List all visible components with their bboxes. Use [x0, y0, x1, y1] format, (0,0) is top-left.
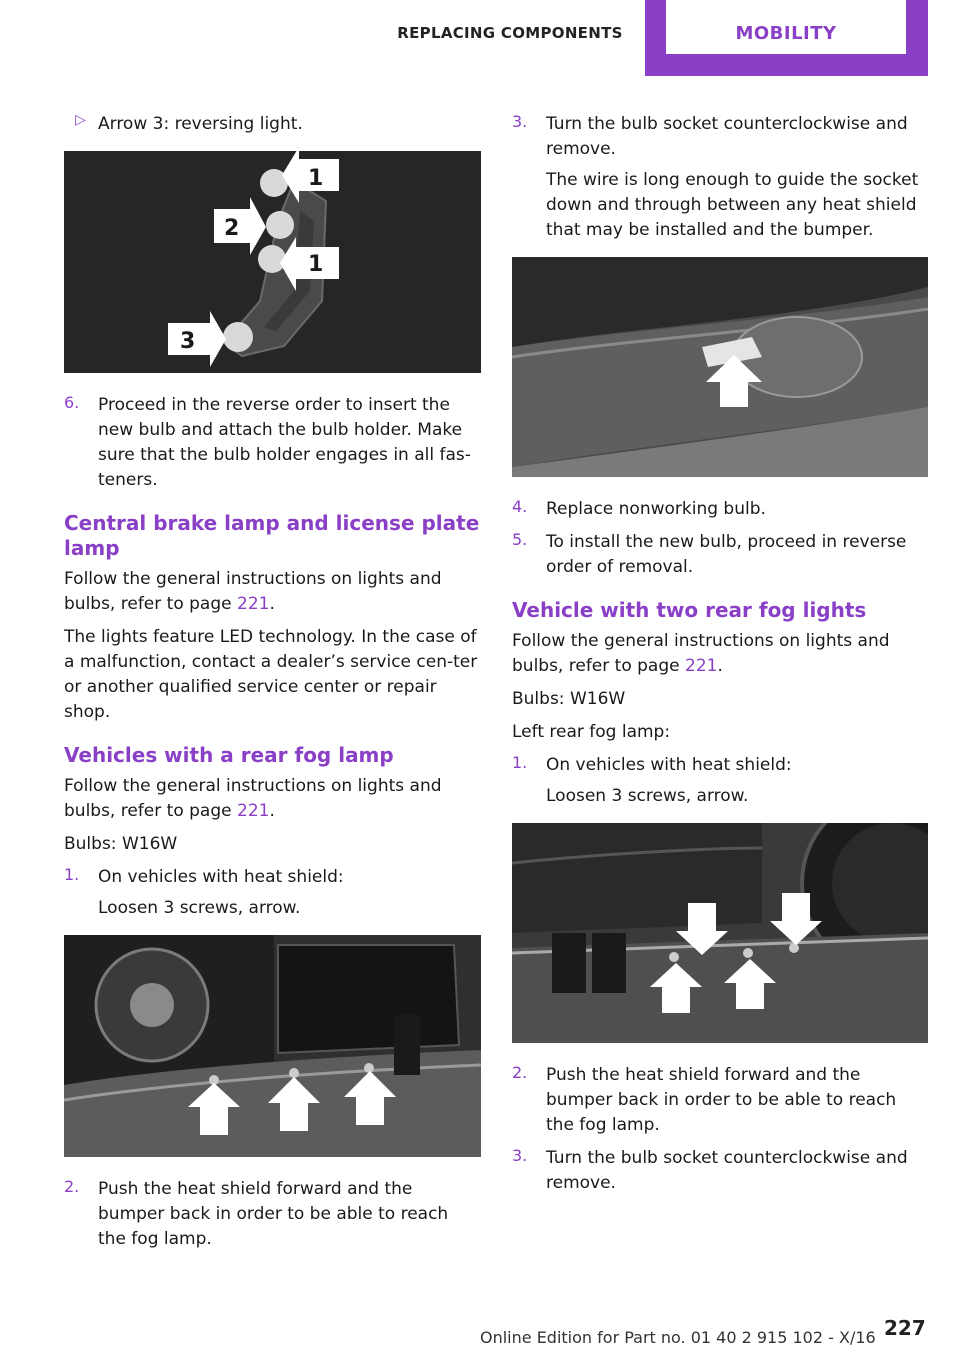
step-number: 2. — [512, 1063, 528, 1082]
right-column — [512, 112, 929, 1204]
step-number: 1. — [512, 753, 528, 772]
left-rear-fog-lamp-label: Left rear fog lamp: — [512, 722, 671, 742]
two-fog-heat-shield-illustration — [512, 823, 928, 1043]
figure-label-1-bottom: 1 — [308, 252, 324, 277]
paragraph-led-technology: The lights feature LED technology. In the case of a malfunction, contact a dealer’s service cen‐ter or another qualified service center or repair shop. — [64, 627, 478, 722]
paragraph-general-instructions — [64, 774, 481, 824]
page-link[interactable]: 221 — [237, 801, 270, 821]
step-3 — [512, 1146, 929, 1196]
figure-bulb-socket — [512, 257, 928, 477]
paragraph-general-instructions — [512, 629, 929, 679]
figure-label-3: 3 — [180, 329, 196, 354]
figure-label-1-top: 1 — [308, 166, 324, 191]
arrow-item-text: Arrow 3: reversing light. — [98, 114, 303, 134]
bulbs-spec: Bulbs: W16W — [64, 834, 178, 854]
triangle-bullet-icon: ▷ — [75, 112, 86, 128]
step-4 — [512, 497, 929, 522]
paragraph-general-instructions — [64, 567, 481, 617]
step-2 — [512, 1063, 929, 1138]
step-number: 5. — [512, 530, 528, 549]
step-6 — [64, 393, 481, 493]
step-text: On vehicles with heat shield: — [546, 755, 792, 775]
step-number: 2. — [64, 1177, 80, 1196]
step-number: 3. — [512, 112, 528, 131]
step-3 — [512, 112, 929, 243]
bulb-holder-illustration — [64, 151, 481, 373]
step-2 — [64, 1177, 481, 1252]
paragraph-text: Follow the general instructions on lights and bulbs, refer to page — [64, 776, 442, 821]
paragraph-text-end: . — [269, 801, 275, 821]
step-number: 4. — [512, 497, 528, 516]
bulb-socket-illustration — [512, 257, 928, 477]
step-text: To install the new bulb, proceed in reverse order of removal. — [546, 532, 907, 577]
paragraph-text: Follow the general instructions on lights and bulbs, refer to page — [64, 569, 442, 614]
online-edition-footer: Online Edition for Part no. 01 40 2 915 102 - X/16 — [480, 1328, 876, 1347]
paragraph-text: Follow the general instructions on lights and bulbs, refer to page — [512, 631, 890, 676]
section-title: REPLACING COMPONENTS — [397, 24, 623, 42]
paragraph-text-end: . — [717, 656, 723, 676]
step-number: 3. — [512, 1146, 528, 1165]
chapter-tab[interactable]: MOBILITY — [666, 0, 906, 54]
paragraph-text-end: . — [269, 594, 275, 614]
step-subtext: Loosen 3 screws, arrow. — [546, 786, 749, 806]
step-number: 6. — [64, 393, 80, 412]
page-link[interactable]: 221 — [685, 656, 718, 676]
step-text: Push the heat shield forward and the bumper back in order to be able to reach the fog lamp. — [98, 1179, 449, 1249]
step-1 — [512, 753, 929, 809]
figure-heat-shield-screws — [64, 935, 481, 1157]
step-text: Push the heat shield forward and the bumper back in order to be able to reach the fog lamp. — [546, 1065, 897, 1135]
step-5 — [512, 530, 929, 580]
step-text: Replace nonworking bulb. — [546, 499, 766, 519]
step-1 — [64, 865, 481, 921]
step-number: 1. — [64, 865, 80, 884]
figure-heat-shield-screws-two-fog — [512, 823, 928, 1043]
page-link[interactable]: 221 — [237, 594, 270, 614]
step-text: On vehicles with heat shield: — [98, 867, 344, 887]
bulbs-spec: Bulbs: W16W — [512, 689, 626, 709]
heading-two-rear-fog-lights: Vehicle with two rear fog lights — [512, 598, 867, 622]
heading-rear-fog-lamp: Vehicles with a rear fog lamp — [64, 743, 394, 767]
page-number: 227 — [884, 1316, 926, 1340]
step-text: Proceed in the reverse order to insert the new bulb and attach the bulb holder. Make sure that the bulb holder engages in all fas‐teners. — [98, 395, 471, 490]
step-subtext: Loosen 3 screws, arrow. — [98, 898, 301, 918]
arrow-list-item — [64, 112, 481, 137]
figure-rear-light-bulb-holder — [64, 151, 481, 373]
step-text: Turn the bulb socket counterclockwise and remove. — [546, 1148, 908, 1193]
heat-shield-illustration — [64, 935, 481, 1157]
step-subtext: The wire is long enough to guide the socket down and through between any heat shield that may be installed and the bumper. — [546, 170, 919, 240]
heading-central-brake-lamp: Central brake lamp and license plate lamp — [64, 511, 480, 560]
step-text: Turn the bulb socket counterclockwise and remove. — [546, 114, 908, 159]
left-column — [64, 112, 481, 1260]
figure-label-2: 2 — [224, 216, 240, 241]
